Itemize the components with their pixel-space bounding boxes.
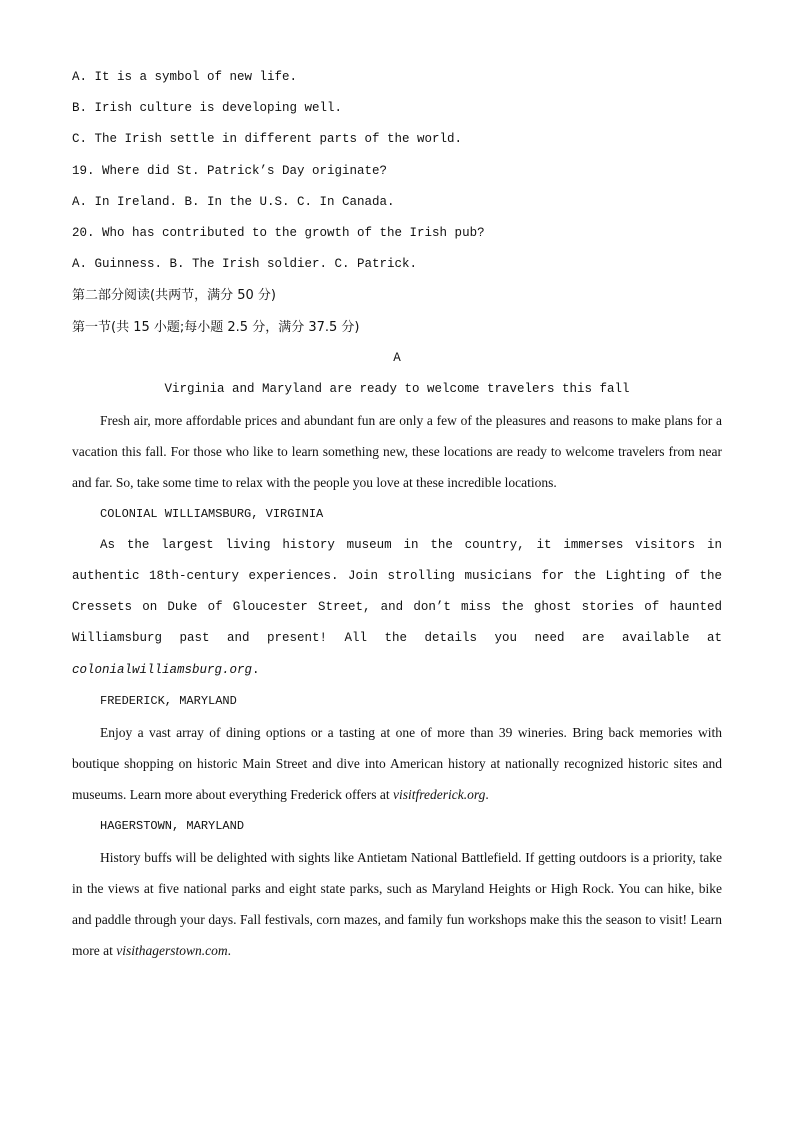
passage-letter: A <box>393 350 401 365</box>
q18-option-b: B. Irish culture is developing well. <box>72 101 343 116</box>
passage-title: Virginia and Maryland are ready to welcome travelers this fall <box>164 381 630 396</box>
frederick-text: Enjoy a vast array of dining options or a tasting at one of more than 39 wineries. Bring back memories with boutique shopping on historic Main Street and dive into American history at nationally recognized historic sites and museums. Learn more about everything Frederick offers at <box>72 725 722 803</box>
part-heading: 第二部分阅读(共两节，满分 50 分) <box>72 288 276 304</box>
hagerstown-text: History buffs will be delighted with sights like Antietam National Battlefield. If getting outdoors is a priority, take in the views at five national parks and eight state parks, such as Maryland Heights or High Rock. You can hike, bike and paddle through your days. Fall festivals, corn mazes, and family fun workshops make this the season to visit! Learn more at <box>72 849 722 959</box>
frederick-paragraph: Enjoy a vast array of dining options or a tasting at one of more than 39 wineries. Bring back memories with boutique shopping on historic Main Street and dive into American history at nationally recognized historic sites and museums. Learn more about everything Frederick offers at visitfrederick.org. <box>72 725 722 803</box>
question-20: 20. Who has contributed to the growth of the Irish pub? <box>72 225 485 240</box>
location-heading-frederick: FREDERICK, MARYLAND <box>100 693 237 708</box>
williamsburg-paragraph: As the largest living history museum in the country, it immerses visitors in authentic 18th-century experiences. Join strolling musicians for the Lighting of the Cressets on Duke of Gloucester Street, and don’t miss the ghost stories of haunted Williamsburg past and present! All the details you need are available at colonialwilliamsburg.org. <box>72 537 722 677</box>
question-19: 19. Where did St. Patrick’s Day originate? <box>72 163 388 178</box>
document-page <box>72 62 722 967</box>
section-subheading: 第一节(共 15 小题;每小题 2.5 分，满分 37.5 分) <box>72 319 360 335</box>
location-heading-williamsburg: COLONIAL WILLIAMSBURG, VIRGINIA <box>100 506 324 521</box>
hagerstown-paragraph: History buffs will be delighted with sights like Antietam National Battlefield. If getting outdoors is a priority, take in the views at five national parks and eight state parks, such as Maryland Heights or High Rock. You can hike, bike and paddle through your days. Fall festivals, corn mazes, and family fun workshops make this the season to visit! Learn more at visithagerstown.com. <box>72 849 722 959</box>
williamsburg-url: colonialwilliamsburg.org <box>72 662 253 677</box>
q18-option-c: C. The Irish settle in different parts of the world. <box>72 132 463 147</box>
williamsburg-text: As the largest living history museum in the country, it immerses visitors in authentic 18th-century experiences. Join strolling musicians for the Lighting of the Cressets on Duke of Gloucester Street, and don’t miss the ghost stories of haunted Williamsburg past and present! All the details you need are available at <box>72 537 722 646</box>
intro-paragraph: Fresh air, more affordable prices and abundant fun are only a few of the pleasures and reasons to make plans for a vacation this fall. For those who like to learn something new, these locations are ready to welcome travelers from near and far. So, take some time to relax with the people you love at these incredible locations. <box>72 413 722 491</box>
location-heading-hagerstown: HAGERSTOWN, MARYLAND <box>100 818 245 833</box>
q20-options: A. Guinness. B. The Irish soldier. C. Patrick. <box>72 257 418 272</box>
hagerstown-url: visithagerstown.com <box>116 943 228 959</box>
frederick-url: visitfrederick.org <box>393 787 486 803</box>
q18-option-a: A. It is a symbol of new life. <box>72 70 298 84</box>
q19-options: A. In Ireland. B. In the U.S. C. In Canada. <box>72 194 395 209</box>
